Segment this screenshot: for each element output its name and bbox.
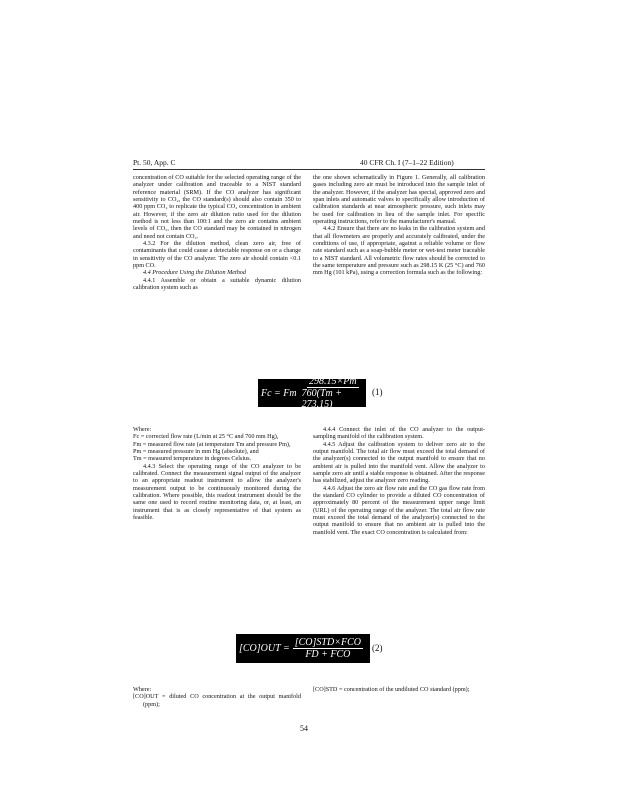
column-mid-right [313,426,485,536]
equation-1-numerator: 298.15×Pm [309,376,357,387]
paragraph: Where: [133,686,152,693]
paragraph: Where: [133,426,152,433]
equation-2-fraction [293,637,363,660]
equation-2 [236,634,370,663]
paragraph: 4.4.2 Ensure that there are no leaks in the calibration system and that all flowmeters are properly and accurately calibrated, under the conditions of use, if appropriate, against a reliable volume or flow rate standard such as a soap-bubble meter or wet-test meter traceable to a NIST standard. All volumetric flow rates should be corrected to the same temperature and pressure such as 298.15 K (25 °C) and 760 mm Hg (101 kPa), using a correction formula such as the following: [313,225,485,277]
header-rule [133,169,485,170]
column-top-right [313,174,485,277]
running-header-right: 40 CFR Ch. I (7–1–22 Edition) [360,158,454,167]
equation-1-lhs: Fc = Fm [261,387,297,399]
equation-1-denominator: 760(Tm + 273.15) [301,388,342,410]
paragraph: concentration of CO suitable for the selected operating range of the analyzer under calibration and traceable to a NIST standard reference material (SRM). If the CO analyzer has significant sensitivity to CO₂, the CO standard(s) should also contain 350 to 400 ppm CO₂ to replicate the typical CO₂ concentration in ambient air. However, if the zero air dilution ratio used for the dilution method is not less than 100:1 and the zero air contains ambient levels of CO₂, then the CO standard may be contained in nitrogen and need not contain CO₂. [133,174,301,240]
paragraph: [CO]OUT = diluted CO concentration at the output manifold (ppm); [133,693,301,708]
paragraph: Pm = measured pressure in mm Hg (absolute), and [133,448,259,456]
paragraph: Tm = measured temperature in degrees Celsius. [133,455,252,463]
column-bottom-left [133,686,301,708]
paragraph: 4.3.2 For the dilution method, clean zero air, free of contaminants that could cause a detectable response on or a change in sensitivity of the CO analyzer. The zero air should contain <0.1 ppm CO. [133,240,301,270]
equation-2-numerator: [CO]STD×FCO [294,637,361,648]
page-number: 54 [300,724,308,733]
paragraph: 4.4.6 Adjust the zero air flow rate and the CO gas flow rate from the standard CO cylinder to provide a diluted CO concentration of approximately 80 percent of the measurement upper range limit (URL) of the operating range of the analyzer. The total air flow rate must exceed the total demand of the analyzer(s) connected to the output manifold to ensure that no ambient air is pulled into the manifold vent. The exact CO concentration is calculated from: [313,484,485,536]
equation-2-lhs: [CO]OUT = [239,643,290,654]
paragraph: 4.4.1 Assemble or obtain a suitable dynamic dilution calibration system such as [133,276,301,292]
running-header-left: Pt. 50, App. C [133,158,176,167]
column-mid-left [133,426,301,521]
column-bottom-right [313,686,485,693]
equation-2-number: (2) [372,643,383,653]
column-top-left [133,174,301,292]
paragraph: [CO]STD = concentration of the undiluted CO standard (ppm); [313,686,470,693]
paragraph: 4.4.5 Adjust the calibration system to deliver zero air to the output manifold. The total air flow must exceed the total demand of the analyzer(s) connected to the output manifold to ensure that no ambient air is pulled into the manifold vent. Allow the analyzer to sample zero air until a stable response is obtained. After the response has stabilized, adjust the analyzer zero reading. [313,440,485,485]
paragraph: 4.4 Procedure Using the Dilution Method [143,269,246,277]
paragraph: Fc = corrected flow rate (L/min at 25 °C and 760 mm Hg), [133,433,279,441]
equation-1-fraction [300,376,366,410]
paragraph: Fm = measured flow rate (at temperature Tm and pressure Pm), [133,440,291,448]
paragraph: 4.4.3 Select the operating range of the CO analyzer to be calibrated. Connect the measurement signal output of the analyzer to an appropriate readout instrument to allow the analyzer's measurement output to be continuously monitored during the calibration. Where possible, this readout instrument should be the same one used to record routine monitoring data, or, at least, an instrument that is as closely representative of that system as feasible. [133,462,301,522]
equation-1-number: (1) [372,387,383,397]
paragraph: 4.4.4 Connect the inlet of the CO analyzer to the output-sampling manifold of the calibration system. [313,426,485,441]
equation-1 [258,376,366,410]
paragraph: the one shown schematically in Figure 1. Generally, all calibration gases including zero air must be introduced into the sample inlet of the analyzer. However, if the analyzer has special, approved zero and span inlets and automatic valves to specifically allow introduction of calibration standards at near atmospheric pressure, such inlets may be used for calibration in lieu of the sample inlet. For specific operating instructions, refer to the manufacturer's manual. [313,174,485,226]
equation-2-denominator: FD + FCO [305,649,351,660]
